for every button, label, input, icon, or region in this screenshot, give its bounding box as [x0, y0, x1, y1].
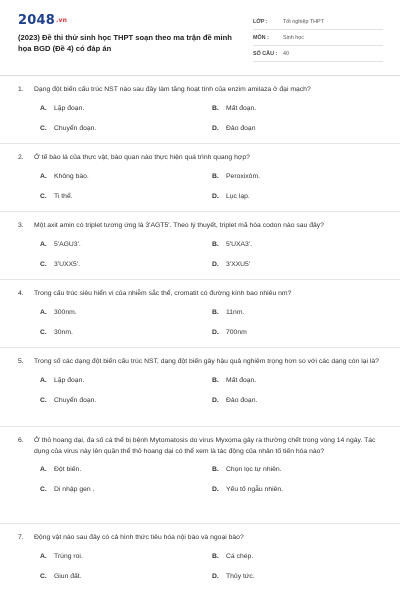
option-b[interactable]	[212, 173, 260, 180]
option-letter: B.	[212, 466, 219, 473]
option-d[interactable]	[212, 486, 283, 493]
option-letter: A.	[40, 552, 47, 560]
option-c[interactable]	[40, 397, 96, 404]
question-6	[18, 436, 388, 511]
question-2	[18, 153, 388, 218]
logo-text: 2048	[18, 13, 55, 28]
question-number: 3.	[18, 222, 24, 229]
option-text: 300nm.	[54, 308, 77, 316]
answer-options	[40, 466, 388, 511]
option-text: Ti thể.	[54, 192, 73, 200]
option-text: 3'UXX5'.	[54, 260, 81, 268]
option-letter: B.	[212, 308, 219, 316]
question-4	[18, 289, 388, 354]
option-letter: B.	[212, 172, 219, 180]
site-logo[interactable]	[18, 13, 67, 28]
option-text: Peroxixôm.	[226, 172, 260, 180]
question-text: Dạng đột biến cấu trúc NST nào sau đây làm tăng hoạt tính của enzim amilaza ở đại mạch?	[34, 86, 311, 93]
logo-tld: .vn	[55, 17, 68, 24]
meta-row-subject	[253, 30, 383, 46]
option-d[interactable]	[212, 573, 255, 580]
question-5	[18, 357, 388, 422]
question-number: 2.	[18, 154, 24, 161]
question-separator	[0, 426, 400, 427]
question-number: 6.	[18, 437, 24, 444]
option-a[interactable]	[40, 173, 89, 180]
option-c[interactable]	[40, 329, 73, 336]
option-letter: D.	[212, 486, 219, 493]
option-letter: B.	[212, 240, 219, 248]
option-letter: D.	[212, 124, 219, 132]
option-a[interactable]	[40, 377, 84, 384]
question-number: 7.	[18, 534, 24, 541]
question-number: 5.	[18, 358, 24, 365]
option-b[interactable]	[212, 553, 253, 560]
question-text: Trong số các dạng đột biến cấu trúc NST, dạng đột biến gây hậu quả nghiêm trọng hơn so với các dạng còn lại là?	[34, 358, 379, 365]
option-letter: B.	[212, 552, 219, 560]
option-text: Mất đoạn.	[226, 104, 257, 112]
option-b[interactable]	[212, 466, 282, 473]
question-separator	[0, 279, 400, 280]
option-c[interactable]	[40, 486, 94, 493]
option-text: Chuyển đoạn.	[54, 396, 97, 404]
option-text: Chuyển đoạn.	[54, 124, 97, 132]
question-1	[18, 85, 388, 150]
option-text: Lặp đoạn.	[54, 104, 85, 112]
question-7	[18, 533, 388, 598]
option-text: Mất đoạn.	[226, 376, 257, 384]
question-separator	[0, 347, 400, 348]
option-c[interactable]	[40, 573, 82, 580]
option-text: Đột biến.	[54, 466, 82, 473]
answer-options	[40, 553, 388, 598]
option-a[interactable]	[40, 105, 84, 112]
option-text: Thủy tức.	[226, 572, 255, 580]
answer-options	[40, 377, 388, 422]
option-text: Yếu tố ngẫu nhiên.	[226, 486, 284, 493]
option-d[interactable]	[212, 329, 247, 336]
option-letter: A.	[40, 172, 47, 180]
option-d[interactable]	[212, 397, 257, 404]
option-d[interactable]	[212, 125, 255, 132]
option-text: 5'AGU3'.	[54, 240, 81, 248]
option-d[interactable]	[212, 193, 250, 200]
option-letter: C.	[40, 396, 47, 404]
meta-value-subject: Sinh học	[283, 34, 304, 41]
question-text: Một axit amin có triplet tương ứng là 3'AGT5'. Theo lý thuyết, triplet mã hóa codon nào sau đây?	[34, 222, 324, 229]
header-divider	[0, 75, 400, 76]
option-letter: A.	[40, 466, 47, 473]
option-letter: C.	[40, 192, 47, 200]
option-c[interactable]	[40, 125, 96, 132]
option-text: Đảo đoạn	[226, 124, 256, 132]
option-letter: D.	[212, 572, 219, 580]
question-text: Trong cấu trúc siêu hiển vi của nhiễm sắc thể, cromatit có đường kính bao nhiêu nm?	[34, 290, 292, 297]
option-text: 3'XXU5'	[226, 260, 251, 268]
exam-meta-table	[253, 14, 383, 62]
question-text: Ở tế bào lá của thực vật, bào quan nào thực hiện quá trình quang hợp?	[34, 154, 250, 161]
question-stem	[18, 85, 388, 96]
option-c[interactable]	[40, 261, 80, 268]
option-a[interactable]	[40, 309, 77, 316]
option-text: Cá chép.	[226, 552, 254, 560]
meta-value-count: 40	[283, 50, 289, 57]
question-text: Ở thỏ hoang dại, đa số cá thể bị bệnh Mytomatosis do virus Myxoma gây ra thường chết trong vòng 14 ngày. Tác dụng của virus này lên quần thể thỏ hoang dại có thể xem là tác động của nhân tố tiến hóa nào?	[34, 437, 376, 455]
option-text: Di nhập gen .	[54, 486, 95, 493]
document-title: (2023) Đề thi thử sinh học THPT soạn theo ma trận đề minh họa BGD (Đề 4) có đáp án	[18, 33, 232, 53]
option-letter: D.	[212, 260, 219, 268]
option-letter: A.	[40, 376, 47, 384]
option-text: Lục lạp.	[226, 192, 250, 200]
option-letter: C.	[40, 572, 47, 580]
option-letter: C.	[40, 124, 47, 132]
meta-key-class: LỚP :	[253, 18, 268, 25]
question-stem	[18, 357, 388, 368]
option-letter: B.	[212, 104, 219, 112]
option-text: 700nm	[226, 328, 247, 336]
option-b[interactable]	[212, 241, 252, 248]
option-letter: C.	[40, 486, 47, 493]
option-text: 30nm.	[54, 328, 73, 336]
option-letter: C.	[40, 260, 47, 268]
option-text: Đảo đoạn.	[226, 396, 258, 404]
option-text: Không bào.	[54, 172, 89, 180]
question-text: Động vật nào sau đây có cả hình thức tiêu hóa nội bào và ngoại bào?	[34, 534, 244, 541]
meta-key-count: SỐ CÂU :	[253, 50, 278, 57]
option-a[interactable]	[40, 241, 81, 248]
option-letter: D.	[212, 192, 219, 200]
option-b[interactable]	[212, 377, 256, 384]
meta-key-subject: MÔN :	[253, 34, 269, 41]
meta-row-count	[253, 46, 383, 62]
option-d[interactable]	[212, 261, 250, 268]
question-stem	[18, 289, 388, 300]
option-letter: A.	[40, 240, 47, 248]
option-text: Trùng roi.	[54, 552, 83, 560]
question-number: 4.	[18, 290, 24, 297]
option-letter: A.	[40, 104, 47, 112]
option-letter: C.	[40, 328, 47, 336]
option-a[interactable]	[40, 553, 83, 560]
meta-row-class	[253, 14, 383, 30]
option-text: Lặp đoạn.	[54, 376, 85, 384]
question-separator	[0, 143, 400, 144]
option-b[interactable]	[212, 105, 256, 112]
question-separator	[0, 523, 400, 524]
exam-header	[0, 0, 400, 70]
question-stem	[18, 436, 388, 457]
option-text: 11nm.	[226, 308, 245, 316]
option-text: 5'UXA3'.	[226, 240, 253, 248]
option-letter: D.	[212, 396, 219, 404]
option-letter: A.	[40, 308, 47, 316]
question-3	[18, 221, 388, 286]
question-stem	[18, 153, 388, 164]
option-text: Giun đất.	[54, 572, 82, 580]
question-separator	[0, 211, 400, 212]
question-stem	[18, 221, 388, 232]
meta-value-class: Tốt nghiệp THPT	[283, 18, 324, 25]
option-letter: B.	[212, 376, 219, 384]
question-number: 1.	[18, 86, 24, 93]
option-b[interactable]	[212, 309, 244, 316]
question-stem	[18, 533, 388, 544]
option-c[interactable]	[40, 193, 73, 200]
option-letter: D.	[212, 328, 219, 336]
option-text: Chọn lọc tự nhiên.	[226, 466, 282, 473]
option-a[interactable]	[40, 466, 81, 473]
